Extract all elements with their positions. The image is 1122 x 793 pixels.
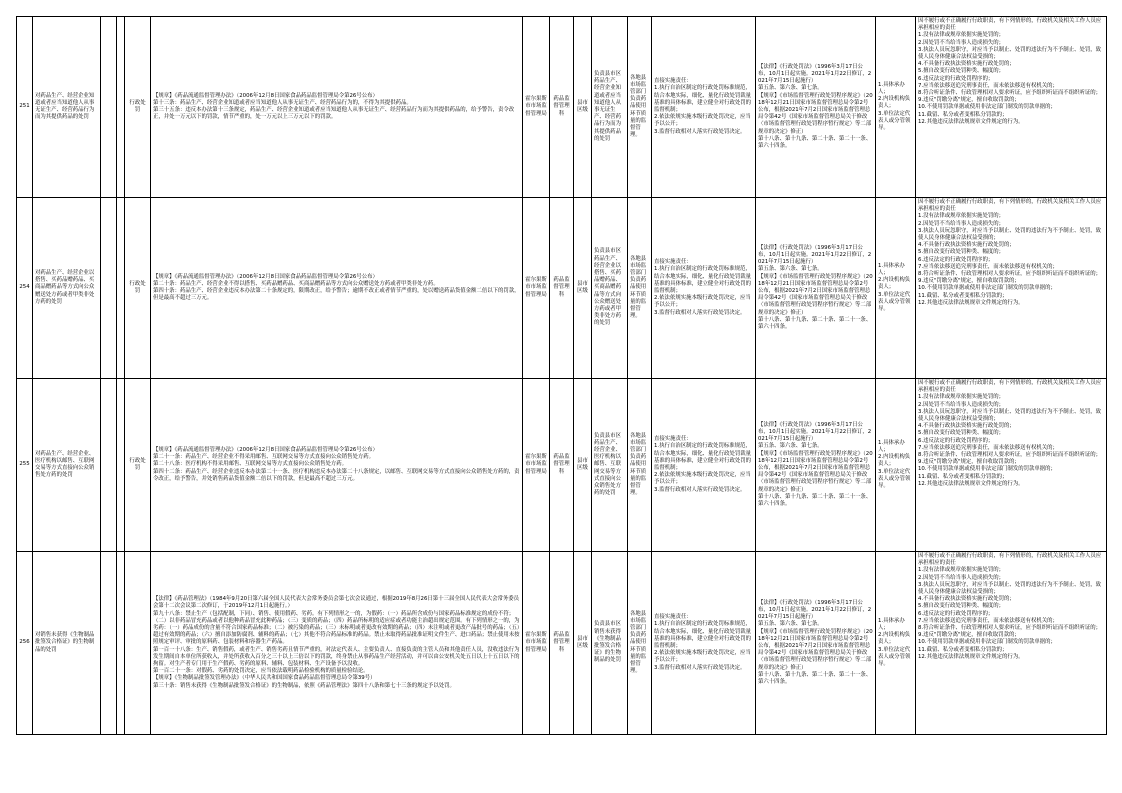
implementing-organ: 霍尔果斯市市场监督管理局: [523, 17, 550, 198]
item-name: 对药品生产、经营企业以搭售、买药品赠药品、买商品赠药品等方式向公众赠送处方药或者甲类非处方药的处罚: [33, 198, 101, 379]
power-type: 行政处罚: [125, 17, 151, 198]
department: 药品监督管理科: [550, 552, 574, 735]
department: 药品监督管理科: [550, 17, 574, 198]
responsibility-subject: 负责县市区药品生产、经营企业知道或者应当知道他人从事无证生产、经营药品行为而为其提供药品的处罚: [592, 17, 628, 198]
responsible-person: 1.具体承办人； 2.内设机构负责人； 3.单位法定代表人或分管领导。: [876, 552, 916, 735]
empty-cell: [101, 17, 117, 198]
empty-cell: [101, 379, 117, 552]
responsible-person: 1.具体承办人； 2.内设机构负责人； 3.单位法定代表人或分管领导。: [876, 379, 916, 552]
row-number: 256: [17, 552, 33, 735]
legal-basis: 【法律】《药品管理法》（1984年9月20日第六届全国人民代表大会常务委员会第七次会议通过，根据2019年8月26日第十三届全国人民代表大会常务委员会第十二次会议第二次修订，于2019年12月1日起施行。） 第九十八条：禁止生产（包括配制，下同）、销售、使用假药、劣药。有下列情形之一的，为假药：（一）药品所含成份与国家药品标准规定的成份不符；（二）以非药品冒充药品或者以他种药品冒充此种药品；（三）变质的药品；（四）药品所标明的适应症或者功能主治超出规定范围。有下列情形之一的，为劣药：（一）药品成份的含量不符合国家药品标准；（二）被污染的药品；（三）未标明或者更改有效期的药品；（四）未注明或者更改产品批号的药品；（五）超过有效期的药品；（六）擅自添加防腐剂、辅料的药品；（七）其他不符合药品标准的药品。禁止未取得药品批准证明文件生产、进口药品；禁止使用未按照规定审评、审批的原料药、包装材料和容器生产药品。 第一百一十八条：生产、销售假药，或者生产、销售劣药且情节严重的，对法定代表人、主要负责人、直接负责的主管人员和其他责任人员，没收违法行为发生期间自本单位所获收入，并处所获收入百分之三十以上三倍以下的罚款，终身禁止从事药品生产经营活动，并可以由公安机关处五日以上十五日以下的拘留。对生产者专门用于生产假药、劣药的原料、辅料、包装材料、生产设备予以没收。 第一百二十一条：对假药、劣药的处罚决定，应当依法载明药品检验机构的质量检验结论。 【规章】《生物制品批签发管理办法》（中华人民共和国国家食品药品监督管理总局令第39号） 第三十条：销售未获得《生物制品批签发合格证》的生物制品，依照《药品管理法》第四十八条和第七十三条的规定予以处罚。: [151, 552, 523, 735]
legal-basis: 【规章】《药品流通监督管理办法》（2006年12月8日国家食品药品监督管理局令第26号公布） 第十三条：药品生产、经营企业知道或者应当知道他人从事无证生产、经营药品行为的，不得为其提供药品。 第三十五条：违反本办法第十三条规定，药品生产、经营企业知道或者应当知道他人从事无证生产、经营药品行为而为其提供药品的，给予警告，责令改正，并处一万元以下的罚款，情节严重的，处一万元以上三万元以下的罚款。: [151, 17, 523, 198]
level: 县市区级: [574, 17, 592, 198]
power-type: 行政处罚: [125, 198, 151, 379]
implementing-organ: 霍尔果斯市市场监督管理局: [523, 379, 550, 552]
empty-cell: [101, 552, 117, 735]
implementing-organ: 霍尔果斯市市场监督管理局: [523, 198, 550, 379]
level: 县市区级: [574, 379, 592, 552]
department: 药品监督管理科: [550, 198, 574, 379]
responsibility-scope: 各地县市场监管部门负责药品使用环节质量的监督管理。: [628, 379, 652, 552]
level: 县市区级: [574, 552, 592, 735]
accountability: 因不履行或不正确履行行政职责，有下列情形的，行政机关及相关工作人员应承担相应的责任 1.没有法律或规章依据实施处罚的； 2.因处罚不当给当事人造成损失的； 3.执法人员玩忽职守，对应当予以制止、处罚的违法行为不予制止、处罚，致使人民身体健康合法权益受损的； 4.不具备行政执法资格实施行政处罚的； 5.擅自改变行政处罚种类、幅度的； 6.违反法定的行政处罚程序的； 7.应当依法移送追究刑事责任，而未依法移送有权机关的； 8.符合听证条件、行政管理相对人要求听证，应予组织听证而不组织听证的； 9.违反"罚缴分离"规定，擅自收取罚款的； 10.不使用罚款单据或使用非法定部门制发的罚款单据的； 11.截留、私分或者变相私分罚款的； 12.其他违反法律法规规章文件规定的行为。: [916, 552, 1107, 735]
responsibility-measures: 直接实施责任： 1.执行自治区制定的行政处罚标准规范，结合本地实际，细化、量化行政处罚裁量基准的具体标准，建立健全对行政处罚的监督机制； 2.依法依规实施本级行政处罚决定，应当予以公开； 3.监督行政相对人落实行政处罚决定。: [652, 198, 756, 379]
accountability: 因不履行或不正确履行行政职责，有下列情形的，行政机关及相关工作人员应承担相应的责任 1.没有法律或规章依据实施处罚的； 2.因处罚不当给当事人造成损失的； 3.执法人员玩忽职守，对应当予以制止、处罚的违法行为不予制止、处罚，致使人民身体健康合法权益受损的； 4.不具备行政执法资格实施行政处罚的； 5.擅自改变行政处罚种类、幅度的； 6.违反法定的行政处罚程序的； 7.应当依法移送追究刑事责任，而未依法移送有权机关的； 8.符合听证条件、行政管理相对人要求听证，应予组织听证而不组织听证的； 9.违反"罚缴分离"规定，擅自收取罚款的； 10.不使用罚款单据或使用非法定部门制发的罚款单据的； 11.截留、私分或者变相私分罚款的； 12.其他违反法律法规规章文件规定的行为。: [916, 17, 1107, 198]
power-type: 行政处罚: [125, 379, 151, 552]
item-name: 对药品生产、经营企业知道或者应当知道他人从事无证生产、经营药品行为而为其提供药品的处罚: [33, 17, 101, 198]
responsibility-law: 【法律】《行政处罚法》（1996年3月17日公布，10月1日起实施。2021年1月22日修订，2021年7月15日起施行） 第五条、第六条、第七条。 【规章】《市场监督管理行政处罚程序规定》（2018年12月21日国家市场监督管理总局令第2号公布，根据2021年7月2日国家市场监督管理总局令第42号《国家市场监督管理总局关于修改〈市场监督管理行政处罚程序暂行规定〉等二部规章的决定》修正） 第十八条、第十九条、第二十条、第二十一条、第六十四条。: [756, 379, 876, 552]
accountability: 因不履行或不正确履行行政职责，有下列情形的，行政机关及相关工作人员应承担相应的责任 1.没有法律或规章依据实施处罚的； 2.因处罚不当给当事人造成损失的； 3.执法人员玩忽职守，对应当予以制止、处罚的违法行为不予制止、处罚，致使人民身体健康合法权益受损的； 4.不具备行政执法资格实施行政处罚的； 5.擅自改变行政处罚种类、幅度的； 6.违反法定的行政处罚程序的； 7.应当依法移送追究刑事责任，而未依法移送有权机关的； 8.符合听证条件、行政管理相对人要求听证，应予组织听证而不组织听证的； 9.违反"罚缴分离"规定，擅自收取罚款的； 10.不使用罚款单据或使用非法定部门制发的罚款单据的； 11.截留、私分或者变相私分罚款的； 12.其他违反法律法规规章文件规定的行为。: [916, 198, 1107, 379]
empty-cell: [117, 379, 125, 552]
responsibility-measures: 直接实施责任： 1.执行自治区制定的行政处罚标准规范，结合本地实际，细化、量化行政处罚裁量基准的具体标准，建立健全对行政处罚的监督机制； 2.依法依规实施本级行政处罚决定，应当予以公开； 3.监督行政相对人落实行政处罚决定。: [652, 552, 756, 735]
table-row: [17, 198, 1107, 379]
responsible-person: 1.具体承办人； 2.内设机构负责人； 3.单位法定代表人或分管领导。: [876, 17, 916, 198]
legal-basis: 【规章】《药品流通监督管理办法》（2006年12月8日国家食品药品监督管理局令第26号公布） 第二十条：药品生产、经营企业不得以搭售、买药品赠药品、买商品赠药品等方式向公众赠送处方药或者甲类非处方药。 第四十条：药品生产、经营企业违反本办法第二十条规定的，限期改正，给予警告；逾期不改正或者情节严重的，处以赠送药品货值金额二倍以下的罚款，但是最高不超过三万元。: [151, 198, 523, 379]
responsibility-measures: 直接实施责任： 1.执行自治区制定的行政处罚标准规范，结合本地实际，细化、量化行政处罚裁量基准的具体标准，建立健全对行政处罚的监督机制； 2.依法依规实施本级行政处罚决定，应当予以公开； 3.监督行政相对人落实行政处罚决定。: [652, 17, 756, 198]
table-row: [17, 552, 1107, 735]
responsibility-law: 【法律】《行政处罚法》（1996年3月17日公布，10月1日起实施。2021年1月22日修订，2021年7月15日起施行） 第五条、第六条、第七条。 【规章】《市场监督管理行政处罚程序规定》（2018年12月21日国家市场监督管理总局令第2号公布，根据2021年7月2日国家市场监督管理总局令第42号《国家市场监督管理总局关于修改〈市场监督管理行政处罚程序暂行规定〉等二部规章的决定》修正） 第十八条、第十九条、第二十条、第二十一条、第六十四条。: [756, 17, 876, 198]
responsibility-subject: 负责县市区药品生产、经营企业、医疗机构以邮售、互联网交易等方式直接向公众销售处方药的处罚: [592, 379, 628, 552]
empty-cell: [117, 198, 125, 379]
empty-cell: [101, 198, 117, 379]
empty-cell: [117, 552, 125, 735]
responsibility-scope: 各地县市场监管部门负责药品使用环节质量的监督管理。: [628, 198, 652, 379]
responsibility-scope: 各地县市场监管部门负责药品使用环节质量的监督管理。: [628, 552, 652, 735]
row-number: 251: [17, 17, 33, 198]
table-row: [17, 379, 1107, 552]
implementing-organ: 霍尔果斯市市场监督管理局: [523, 552, 550, 735]
department: 药品监督管理科: [550, 379, 574, 552]
item-name: 对药品生产、经营企业、医疗机构以邮售、互联网交易等方式直接向公众销售处方药的处罚: [33, 379, 101, 552]
power-type: [125, 552, 151, 735]
responsibility-subject: 负责县市区销售未获得《生物制品批签发合格证》的生物制品的处罚: [592, 552, 628, 735]
responsibility-subject: 负责县市区药品生产、经营企业以搭售、买药品赠药品、买商品赠药品等方式向公众赠送处方药或者甲类非处方药的处罚: [592, 198, 628, 379]
responsibility-scope: 各地县市场监管部门负责药品使用环节质量的监督管理。: [628, 17, 652, 198]
row-number: 255: [17, 379, 33, 552]
responsibility-measures: 直接实施责任： 1.执行自治区制定的行政处罚标准规范，结合本地实际，细化、量化行政处罚裁量基准的具体标准，建立健全对行政处罚的监督机制； 2.依法依规实施本级行政处罚决定，应当予以公开； 3.监督行政相对人落实行政处罚决定。: [652, 379, 756, 552]
level: 县市区级: [574, 198, 592, 379]
accountability: 因不履行或不正确履行行政职责，有下列情形的，行政机关及相关工作人员应承担相应的责任 1.没有法律或规章依据实施处罚的； 2.因处罚不当给当事人造成损失的； 3.执法人员玩忽职守，对应当予以制止、处罚的违法行为不予制止、处罚，致使人民身体健康合法权益受损的； 4.不具备行政执法资格实施行政处罚的； 5.擅自改变行政处罚种类、幅度的； 6.违反法定的行政处罚程序的； 7.应当依法移送追究刑事责任，而未依法移送有权机关的； 8.符合听证条件、行政管理相对人要求听证，应予组织听证而不组织听证的； 9.违反"罚缴分离"规定，擅自收取罚款的； 10.不使用罚款单据或使用非法定部门制发的罚款单据的； 11.截留、私分或者变相私分罚款的； 12.其他违反法律法规规章文件规定的行为。: [916, 379, 1107, 552]
responsibility-law: 【法律】《行政处罚法》（1996年3月17日公布，10月1日起实施。2021年1月22日修订，2021年7月15日起施行） 第五条、第六条、第七条。 【规章】《市场监督管理行政处罚程序规定》（2018年12月21日国家市场监督管理总局令第2号公布，根据2021年7月2日国家市场监督管理总局令第42号《国家市场监督管理总局关于修改〈市场监督管理行政处罚程序暂行规定〉等二部规章的决定》修正） 第十八条、第十九条、第二十条、第二十一条、第六十四条。: [756, 198, 876, 379]
responsible-person: 1.具体承办人； 2.内设机构负责人； 3.单位法定代表人或分管领导。: [876, 198, 916, 379]
item-name: 对销售未获得《生物制品批签发合格证》的生物制品的处罚: [33, 552, 101, 735]
legal-basis: 【规章】《药品流通监督管理办法》（2006年12月8日国家食品药品监督管理局令第26号公布） 第二十一条：药品生产、经营企业不得采用邮售、互联网交易等方式直接向公众销售处方药。 第二十八条：医疗机构不得采用邮售、互联网交易等方式直接向公众销售处方药。 第四十二条：药品生产、经营企业违反本办法第二十一条、医疗机构违反本办法第二十八条规定，以邮售、互联网交易等方式直接向公众销售处方药的，责令改正，给予警告，并处销售药品货值金额二倍以下的罚款，但是最高不超过三万元。: [151, 379, 523, 552]
row-number: 254: [17, 198, 33, 379]
table-row: [17, 17, 1107, 198]
responsibility-law: 【法律】《行政处罚法》（1996年3月17日公布，10月1日起实施。2021年1月22日修订，2021年7月15日起施行） 第五条、第六条、第七条。 【规章】《市场监督管理行政处罚程序规定》（2018年12月21日国家市场监督管理总局令第2号公布，根据2021年7月2日国家市场监督管理总局令第42号《国家市场监督管理总局关于修改〈市场监督管理行政处罚程序暂行规定〉等二部规章的决定》修正） 第十八条、第十九条、第二十条、第二十一条、第六十四条。: [756, 552, 876, 735]
empty-cell: [117, 17, 125, 198]
power-list-table: [16, 16, 1107, 735]
